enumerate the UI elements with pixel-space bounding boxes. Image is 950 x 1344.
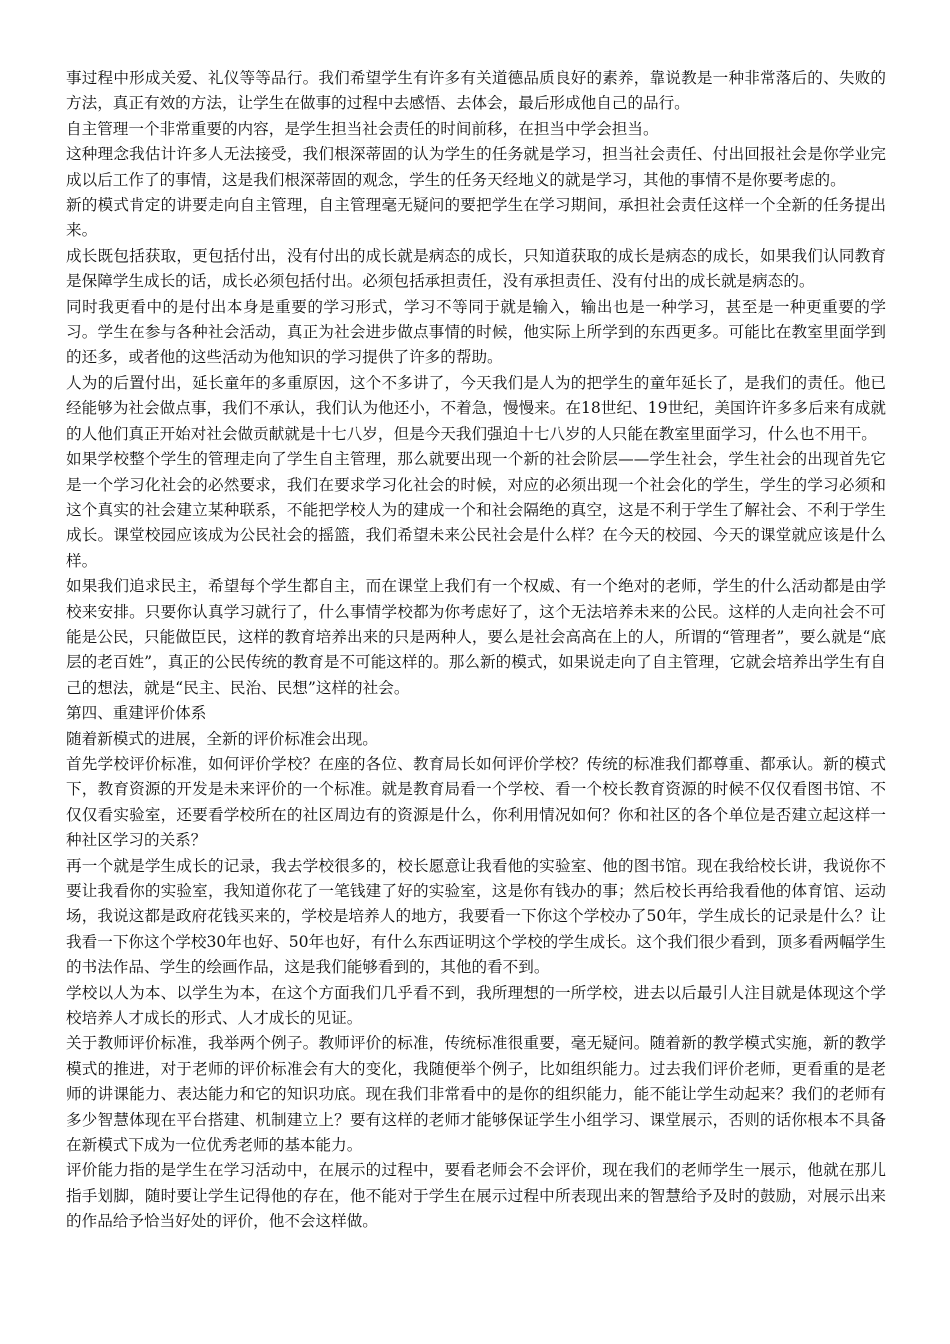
paragraph-new-standards: 随着新模式的进展，全新的评价标准会出现。	[66, 729, 378, 748]
paragraph-growth-records: 再一个就是学生成长的记录，我去学校很多的，校长愿意让我看他的实验室、他的图书馆。现在我给校长讲，我说你不要让我看你的实验室，我知道你花了一笔钱建了好的实验室，这是你有钱办的事；然后校长再给我看他的体育馆、运动场，我说这都是政府花钱买来的，学校是培养人的地方，我要看一下你这个学校办了50年，学生成长的记录是什么？让我看一下你这个学校30年也好、50年也好，有什么东西证明这个学校的学生成长。这个我们很少看到，顶多看两幅学生的书法作品、学生的绘画作品，这是我们能够看到的，其他的看不到。	[66, 856, 886, 977]
paragraph-evaluation-ability: 评价能力指的是学生在学习活动中，在展示的过程中，要看老师会不会评价，现在我们的老师学生一展示，他就在那儿指手划脚，随时要让学生记得他的存在，他不能对于学生在展示过程中所表现出来的智慧给予及时的鼓励，对展示出来的作品给予恰当好处的评价，他不会这样做。	[66, 1161, 886, 1231]
paragraph-output-learning: 同时我更看中的是付出本身是重要的学习形式，学习不等同于就是输入，输出也是一种学习，甚至是一种更重要的学习。学生在参与各种社会活动，真正为社会进步做点事情的时候，他实际上所学到的东西更多。可能比在教室里面学到的还多，或者他的这些活动为他知识的学习提供了许多的帮助。	[66, 297, 886, 367]
paragraph-moral-conduct: 事过程中形成关爱、礼仪等等品行。我们希望学生有许多有关道德品质良好的素养，靠说教是一种非常落后的、失败的方法，真正有效的方法，让学生在做事的过程中去感悟、去体会，最后形成他自己的品行。	[66, 69, 886, 113]
paragraph-student-society: 如果学校整个学生的管理走向了学生自主管理，那么就要出现一个新的社会阶层——学生社会，学生社会的出现首先它是一个学习化社会的必然要求，我们在要求学习化社会的时候，对应的必须出现一个社会化的学生，学生的学习必须和这个真实的社会建立某种联系，不能把学校人为的建成一个和社会隔绝的真空，这是不利于学生了解社会、不利于学生成长。课堂校园应该成为公民社会的摇篮，我们希望未来公民社会是什么样？在今天的校园、今天的课堂就应该是什么样。	[66, 450, 886, 570]
paragraph-traditional-belief: 这种理念我估计许多人无法接受，我们根深蒂固的认为学生的任务就是学习，担当社会责任、付出回报社会是你学业完成以后工作了的事情，这是我们根深蒂固的观念，学生的任务天经地义的就是学习，其他的事情不是你要考虑的。	[66, 145, 886, 189]
section-heading-evaluation: 第四、重建评价体系	[66, 704, 207, 723]
paragraph-new-model: 新的模式肯定的讲要走向自主管理，自主管理毫无疑问的要把学生在学习期间，承担社会责任这样一个全新的任务提出来。	[66, 196, 886, 240]
paragraph-people-oriented: 学校以人为本、以学生为本，在这个方面我们几乎看不到，我所理想的一所学校，进去以后最引人注目就是体现这个学校培养人才成长的形式、人才成长的见证。	[66, 983, 886, 1028]
paragraph-teacher-evaluation: 关于教师评价标准，我举两个例子。教师评价的标准，传统标准很重要，毫无疑问。随着新的教学模式实施，新的教学模式的推进，对于老师的评价标准会有大的变化，我随便举个例子，比如组织能力。过去我们评价老师，更看重的是老师的讲课能力、表达能力和它的知识功底。现在我们非常看中的是你的组织能力，能不能让学生动起来？我们的老师有多少智慧体现在平台搭建、机制建立上？要有这样的老师才能够保证学生小组学习、课堂展示，否则的话你根本不具备在新模式下成为一位优秀老师的基本能力。	[66, 1034, 886, 1155]
document-page	[66, 66, 886, 1235]
paragraph-democracy: 如果我们追求民主，希望每个学生都自主，而在课堂上我们有一个权威、有一个绝对的老师，学生的什么活动都是由学校来安排。只要你认真学习就行了，什么事情学校都为你考虑好了，这个无法培养未来的公民。这样的人走向社会不可能是公民，只能做臣民，这样的教育培养出来的只是两种人，要么是社会高高在上的人，所谓的“管理者”，要么就是“底层的老百姓”，真正的公民传统的教育是不可能这样的。那么新的模式，如果说走向了自主管理，它就会培养出学生有自己的想法，就是“民主、民治、民想”这样的社会。	[66, 577, 886, 697]
paragraph-self-management: 自主管理一个非常重要的内容，是学生担当社会责任的时间前移，在担当中学会担当。	[66, 119, 659, 138]
paragraph-extended-childhood: 人为的后置付出，延长童年的多重原因，这个不多讲了，今天我们是人为的把学生的童年延长了，是我们的责任。他已经能够为社会做点事，我们不承认，我们认为他还小，不着急，慢慢来。在18世纪、19世纪，美国许许多多后来有成就的人他们真正开始对社会做贡献就是十七八岁，但是今天我们强迫十七八岁的人只能在教室里面学习，什么也不用干。	[66, 373, 886, 443]
paragraph-growth-giving: 成长既包括获取，更包括付出，没有付出的成长就是病态的成长，只知道获取的成长是病态的成长，如果我们认同教育是保障学生成长的话，成长必须包括付出。必须包括承担责任，没有承担责任、没有付出的成长就是病态的。	[66, 246, 886, 291]
paragraph-school-evaluation: 首先学校评价标准，如何评价学校？在座的各位、教育局长如何评价学校？传统的标准我们都尊重、都承认。新的模式下，教育资源的开发是未来评价的一个标准。就是教育局看一个学校、看一个校长教育资源的时候不仅仅看图书馆、不仅仅看实验室，还要看学校所在的社区周边有的资源是什么，你利用情况如何？你和社区的各个单位是否建立起这样一种社区学习的关系？	[66, 754, 886, 850]
